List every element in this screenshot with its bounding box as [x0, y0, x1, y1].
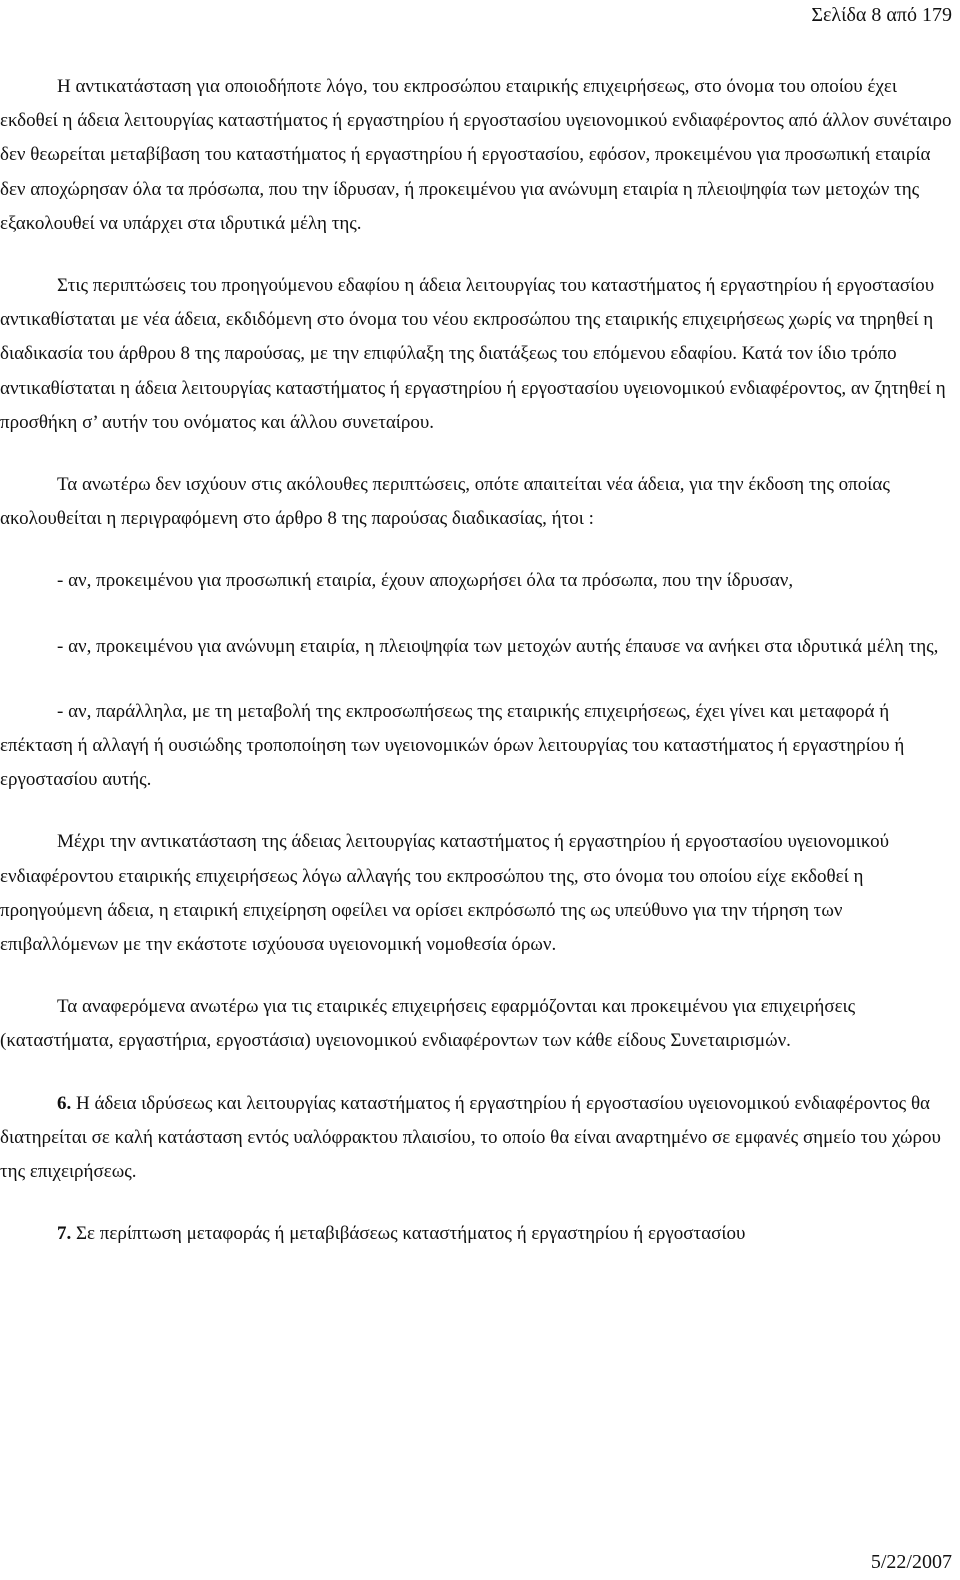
- item-text-6: Η άδεια ιδρύσεως και λειτουργίας καταστήματος ή εργαστηρίου ή εργοστασίου υγειονομικού ενδιαφέροντος θα διατηρείται σε καλή κατάσταση εντός υαλόφρακτου πλαισίου, το οποίο θα είναι αναρτημένο σε εμφανές σημείο του χώρου της επιχειρήσεως.: [0, 1092, 941, 1183]
- item-text-7: Σε περίπτωση μεταφοράς ή μεταβιβάσεως καταστήματος ή εργαστηρίου ή εργοστασίου: [71, 1223, 746, 1245]
- list-item-parallel-change: - αν, παράλληλα, με τη μεταβολή της εκπροσωπήσεως της εταιρικής επιχειρήσεως, έχει γίνει και μεταφορά ή επέκταση ή αλλαγή ή ουσιώδης τροποποίηση των υγειονομικών όρων λειτουργίας του καταστήματος ή εργαστηρίου ή εργοστασίου αυτής.: [0, 700, 905, 791]
- paragraph-representative-replacement: Η αντικατάσταση για οποιοδήποτε λόγο, του εκπροσώπου εταιρικής επιχειρήσεως, στο όνομα του οποίου έχει εκδοθεί η άδεια λειτουργίας καταστήματος ή εργαστηρίου ή εργοστασίου υγειονομικού ενδιαφέροντος από άλλον συνέταιρο δεν θεωρείται μεταβίβαση του καταστήματος ή εργαστηρίου ή εργοστασίου, εφόσον, προκειμένου για προσωπική εταιρία δεν αποχώρησαν όλα τα πρόσωπα, που την ίδρυσαν, ή προκειμένου για ανώνυμη εταιρία η πλειοψηφία των μετοχών της εξακολουθεί να υπάρχει στα ιδρυτικά μέλη της.: [0, 76, 952, 234]
- document-body: [0, 70, 958, 1251]
- numbered-item-6: [0, 1087, 958, 1190]
- paragraph-license-replacement: Στις περιπτώσεις του προηγούμενου εδαφίου η άδεια λειτουργίας του καταστήματος ή εργαστηρίου ή εργοστασίου αντικαθίσταται με νέα άδεια, εκδιδόμενη στο όνομα του νέου εκπροσώπου της εταιρικής επιχειρήσεως χωρίς να τηρηθεί η διαδικασία του άρθρου 8 της παρούσας, με την επιφύλαξη της διατάξεως του επόμενου εδαφίου. Κατά τον ίδιο τρόπο αντικαθίσταται η άδεια λειτουργίας καταστήματος ή εργαστηρίου ή εργοστασίου υγειονομικού ενδιαφέροντος, αν ζητηθεί η προσθήκη σ’ αυτήν του ονόματος και άλλου συνεταίρου.: [0, 275, 946, 433]
- paragraph-exceptions-intro: Τα ανωτέρω δεν ισχύουν στις ακόλουθες περιπτώσεις, οπότε απαιτείται νέα άδεια, για την έκδοση της οποίας ακολουθείται η περιγραφόμενη στο άρθρο 8 της παρούσας διαδικασίας, ήτοι :: [0, 474, 890, 530]
- paragraph-until-replacement: Μέχρι την αντικατάσταση της άδειας λειτουργίας καταστήματος ή εργαστηρίου ή εργοστασίου υγειονομικού ενδιαφέροντου εταιρικής επιχειρήσεως λόγω αλλαγής του εκπροσώπου της, στο όνομα του οποίου είχε εκδοθεί η προηγούμενη άδεια, η εταιρική επιχείρηση οφείλει να ορίσει εκπρόσωπό της ως υπεύθυνο για την τήρηση των επιβαλλόμενων με την εκάστοτε ισχύουσα υγειονομική νομοθεσία όρων.: [0, 831, 889, 956]
- list-item-personal-company: - αν, προκειμένου για προσωπική εταιρία, έχουν αποχωρήσει όλα τα πρόσωπα, που την ίδρυσαν,: [57, 570, 794, 592]
- item-number-7: 7.: [57, 1223, 72, 1245]
- numbered-item-7: [0, 1217, 958, 1251]
- item-number-6: 6.: [57, 1092, 72, 1114]
- footer-date: 5/22/2007: [870, 1551, 952, 1573]
- page-number-header: Σελίδα 8 από 179: [811, 4, 952, 26]
- list-item-anonymous-company: - αν, προκειμένου για ανώνυμη εταιρία, η πλειοψηφία των μετοχών αυτής έπαυσε να ανήκει στα ιδρυτικά μέλη της,: [57, 635, 939, 657]
- paragraph-cooperatives: Τα αναφερόμενα ανωτέρω για τις εταιρικές επιχειρήσεις εφαρμόζονται και προκειμένου για επιχειρήσεις (καταστήματα, εργαστήρια, εργοστάσια) υγειονομικού ενδιαφέροντων των κάθε είδους Συνεταιρισμών.: [0, 996, 856, 1052]
